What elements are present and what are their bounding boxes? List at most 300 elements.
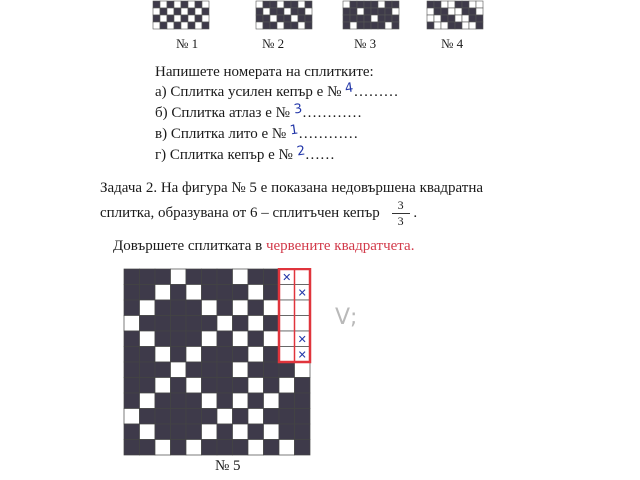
- thumb-cell: [305, 8, 312, 15]
- thumb-cell: [160, 15, 167, 22]
- question-1: [155, 62, 398, 166]
- item-b-dots: …………: [301, 105, 362, 121]
- thumb-cell: [378, 15, 385, 22]
- grid-cell: [140, 316, 156, 332]
- thumb-cell: [263, 15, 270, 22]
- grid-cell: [248, 300, 264, 316]
- grid-cell: [155, 331, 171, 347]
- thumb-cell: [364, 22, 371, 29]
- thumbnail-3: [342, 0, 400, 30]
- thumb-cell: [174, 15, 181, 22]
- thumb-cell: [277, 8, 284, 15]
- complete-instruction-prefix: Довършете сплитката в: [113, 238, 263, 254]
- thumb-cell: [434, 22, 441, 29]
- thumb-cell: [427, 22, 434, 29]
- thumb-cell: [305, 22, 312, 29]
- fraction-denominator: 3: [392, 213, 410, 228]
- thumb-cell: [270, 8, 277, 15]
- thumb-cell: [455, 22, 462, 29]
- item-b-answer: 3: [292, 101, 303, 118]
- grid-cell: [171, 440, 187, 456]
- grid-cell: [233, 378, 249, 394]
- grid-cell: [217, 409, 233, 425]
- grid-cell: [202, 285, 218, 301]
- thumb-cell: [378, 1, 385, 8]
- grid-cell: [233, 424, 249, 440]
- thumbnail-1-label: № 1: [176, 36, 199, 51]
- thumb-cell: [195, 15, 202, 22]
- grid-cell: [295, 440, 311, 456]
- thumb-cell: [385, 22, 392, 29]
- question-1-item-c: [155, 124, 398, 145]
- thumb-cell: [277, 1, 284, 8]
- grid-cell: [202, 300, 218, 316]
- grid-cell: [264, 362, 280, 378]
- grid-cell: [186, 424, 202, 440]
- grid-cell: [248, 362, 264, 378]
- thumb-cell: [305, 15, 312, 22]
- grid-cell: [295, 362, 311, 378]
- grid-cell: [140, 378, 156, 394]
- thumb-cell: [343, 15, 350, 22]
- thumb-cell: [378, 8, 385, 15]
- grid-cell: [248, 409, 264, 425]
- grid-cell: [140, 300, 156, 316]
- grid-cell: [202, 424, 218, 440]
- thumb-cell: [181, 8, 188, 15]
- grid-cell: [248, 347, 264, 363]
- thumb-cell: [469, 15, 476, 22]
- grid-cell: [279, 393, 295, 409]
- thumb-cell: [392, 8, 399, 15]
- grid-cell: [233, 269, 249, 285]
- task-2-trailing: .: [413, 204, 418, 221]
- grid-cell: [233, 316, 249, 332]
- grid-cell: [186, 269, 202, 285]
- thumb-cell: [357, 1, 364, 8]
- thumb-cell: [371, 8, 378, 15]
- task-2-line-1: Задача 2. На фигура № 5 е показана недовършена квадратна: [100, 180, 484, 196]
- grid-cell: [295, 409, 311, 425]
- thumb-cell: [469, 1, 476, 8]
- grid-cell: [264, 347, 280, 363]
- thumb-cell: [462, 8, 469, 15]
- grid-cell: [233, 409, 249, 425]
- grid-cell: [202, 440, 218, 456]
- grid-cell: [233, 362, 249, 378]
- figure-5-label: № 5: [215, 458, 241, 474]
- thumb-cell: [270, 22, 277, 29]
- grid-cell: [186, 300, 202, 316]
- grid-cell: [217, 378, 233, 394]
- thumb-cell: [371, 15, 378, 22]
- thumb-cell: [160, 22, 167, 29]
- thumb-cell: [153, 15, 160, 22]
- thumbnail-4-label: № 4: [441, 36, 464, 51]
- question-1-item-d: [155, 145, 398, 166]
- grid-cell: [124, 362, 140, 378]
- grid-cell: [140, 269, 156, 285]
- grid-cell: [295, 300, 311, 316]
- grid-cell: [140, 362, 156, 378]
- grid-cell: [264, 440, 280, 456]
- item-d-text: г) Сплитка кепър е №: [155, 147, 293, 163]
- grid-cell: [171, 362, 187, 378]
- thumb-cell: [427, 8, 434, 15]
- thumbnail-2: [255, 0, 313, 30]
- fraction-numerator: 3: [397, 198, 404, 212]
- handwritten-x-mark: ✕: [297, 333, 307, 347]
- thumb-cell: [256, 8, 263, 15]
- thumb-cell: [305, 1, 312, 8]
- grid-cell: [264, 424, 280, 440]
- item-a-dots: ………: [353, 84, 399, 100]
- grid-cell: [186, 409, 202, 425]
- grid-cell: [171, 269, 187, 285]
- thumb-cell: [291, 1, 298, 8]
- handwritten-x-mark: ✕: [297, 286, 307, 300]
- thumbnail-4: [426, 0, 484, 30]
- grid-cell: [171, 285, 187, 301]
- grid-cell: [155, 285, 171, 301]
- grid-cell: [264, 300, 280, 316]
- grid-cell: [124, 424, 140, 440]
- thumb-cell: [277, 22, 284, 29]
- grid-cell: [217, 393, 233, 409]
- thumb-cell: [434, 15, 441, 22]
- thumb-cell: [270, 15, 277, 22]
- question-1-prompt: Напишете номерата на сплитките:: [155, 64, 374, 80]
- thumb-cell: [385, 1, 392, 8]
- grid-cell: [295, 424, 311, 440]
- thumb-cell: [174, 1, 181, 8]
- thumbnail-3-label: № 3: [354, 36, 377, 51]
- thumb-cell: [343, 22, 350, 29]
- thumb-cell: [174, 8, 181, 15]
- grid-cell: [217, 440, 233, 456]
- grid-cell: [124, 378, 140, 394]
- grid-cell: [279, 424, 295, 440]
- grid-cell: [186, 393, 202, 409]
- thumb-cell: [284, 8, 291, 15]
- grid-cell: [171, 331, 187, 347]
- item-c-answer: 1: [288, 122, 300, 139]
- grid-cell: [279, 285, 295, 301]
- thumb-cell: [188, 15, 195, 22]
- grid-cell: [279, 378, 295, 394]
- thumb-cell: [448, 22, 455, 29]
- thumb-cell: [160, 1, 167, 8]
- thumb-cell: [371, 22, 378, 29]
- thumb-cell: [298, 1, 305, 8]
- grid-cell: [248, 424, 264, 440]
- thumb-cell: [263, 8, 270, 15]
- handwritten-x-mark: ✕: [297, 348, 307, 362]
- grid-cell: [233, 393, 249, 409]
- grid-cell: [186, 378, 202, 394]
- thumb-cell: [476, 15, 483, 22]
- grid-cell: [233, 331, 249, 347]
- grid-cell: [140, 285, 156, 301]
- thumb-cell: [455, 15, 462, 22]
- thumb-cell: [181, 22, 188, 29]
- grid-cell: [155, 316, 171, 332]
- thumb-cell: [153, 1, 160, 8]
- thumb-cell: [284, 1, 291, 8]
- grid-cell: [264, 285, 280, 301]
- grid-cell: [248, 440, 264, 456]
- thumb-cell: [364, 15, 371, 22]
- thumb-cell: [298, 15, 305, 22]
- grid-cell: [233, 347, 249, 363]
- thumb-cell: [202, 8, 209, 15]
- grid-cell: [140, 331, 156, 347]
- grid-cell: [217, 424, 233, 440]
- grid-cell: [155, 393, 171, 409]
- thumb-cell: [357, 22, 364, 29]
- grid-cell: [202, 347, 218, 363]
- thumb-cell: [441, 1, 448, 8]
- item-d-answer: 2: [295, 143, 306, 160]
- grid-cell: [140, 393, 156, 409]
- grid-cell: [171, 409, 187, 425]
- grid-cell: [140, 347, 156, 363]
- thumb-cell: [448, 8, 455, 15]
- grid-cell: [171, 378, 187, 394]
- thumb-cell: [291, 15, 298, 22]
- thumb-cell: [188, 22, 195, 29]
- thumb-cell: [298, 22, 305, 29]
- thumb-cell: [448, 15, 455, 22]
- thumb-cell: [277, 15, 284, 22]
- grid-cell: [124, 300, 140, 316]
- thumb-cell: [357, 8, 364, 15]
- thumb-cell: [188, 8, 195, 15]
- task-2-line-2-text: сплитка, образувана от 6 – сплитъчен кепър: [100, 204, 380, 221]
- thumb-cell: [195, 22, 202, 29]
- thumb-cell: [462, 22, 469, 29]
- thumb-cell: [195, 1, 202, 8]
- grid-cell: [171, 424, 187, 440]
- thumb-cell: [181, 15, 188, 22]
- grid-cell: [155, 409, 171, 425]
- grid-cell: [264, 378, 280, 394]
- thumb-cell: [181, 1, 188, 8]
- thumb-cell: [202, 22, 209, 29]
- thumb-cell: [392, 1, 399, 8]
- thumb-cell: [270, 1, 277, 8]
- grid-cell: [279, 362, 295, 378]
- thumb-cell: [174, 22, 181, 29]
- grid-cell: [217, 269, 233, 285]
- grid-cell: [279, 316, 295, 332]
- grid-cell: [248, 285, 264, 301]
- grid-cell: [233, 300, 249, 316]
- complete-instruction-suffix: .: [410, 238, 415, 254]
- grid-cell: [155, 378, 171, 394]
- thumb-cell: [357, 15, 364, 22]
- thumb-cell: [476, 1, 483, 8]
- question-1-item-b: [155, 103, 398, 124]
- thumb-cell: [256, 1, 263, 8]
- thumb-cell: [350, 1, 357, 8]
- grid-cell: [202, 362, 218, 378]
- thumb-cell: [462, 1, 469, 8]
- grid-cell: [264, 331, 280, 347]
- thumb-cell: [378, 22, 385, 29]
- grid-cell: [248, 331, 264, 347]
- grid-cell: [202, 409, 218, 425]
- thumb-cell: [476, 22, 483, 29]
- grid-cell: [155, 347, 171, 363]
- grid-cell: [171, 347, 187, 363]
- thumb-cell: [364, 8, 371, 15]
- thumb-cell: [167, 22, 174, 29]
- handwritten-x-mark: ✕: [282, 271, 292, 285]
- item-b-text: б) Сплитка атлаз е №: [155, 105, 290, 121]
- thumb-cell: [441, 22, 448, 29]
- grid-cell: [248, 316, 264, 332]
- grid-cell: [264, 269, 280, 285]
- item-a-answer: 4: [344, 80, 355, 97]
- thumb-cell: [188, 1, 195, 8]
- grid-cell: [171, 300, 187, 316]
- grid-cell: [217, 362, 233, 378]
- thumb-cell: [392, 22, 399, 29]
- thumb-cell: [350, 22, 357, 29]
- thumb-cell: [195, 8, 202, 15]
- grid-cell: [233, 285, 249, 301]
- grid-cell: [217, 331, 233, 347]
- thumb-cell: [263, 1, 270, 8]
- grid-cell: [295, 316, 311, 332]
- grid-cell: [295, 269, 311, 285]
- thumb-cell: [343, 1, 350, 8]
- thumb-cell: [343, 8, 350, 15]
- grid-cell: [124, 409, 140, 425]
- grid-cell: [295, 378, 311, 394]
- thumb-cell: [476, 8, 483, 15]
- twill-fraction: [392, 199, 410, 228]
- thumb-cell: [455, 8, 462, 15]
- task-2-line-2: [100, 199, 483, 228]
- thumb-cell: [385, 15, 392, 22]
- grid-cell: [279, 440, 295, 456]
- grid-cell: [295, 393, 311, 409]
- thumb-cell: [364, 1, 371, 8]
- grid-cell: [217, 285, 233, 301]
- grid-cell: [279, 409, 295, 425]
- thumb-cell: [462, 15, 469, 22]
- thumb-cell: [441, 8, 448, 15]
- grid-cell: [124, 269, 140, 285]
- thumb-cell: [427, 15, 434, 22]
- thumb-cell: [350, 8, 357, 15]
- grid-cell: [140, 424, 156, 440]
- grid-cell: [264, 316, 280, 332]
- thumb-cell: [469, 8, 476, 15]
- grid-cell: [186, 331, 202, 347]
- question-1-item-a: [155, 82, 398, 103]
- complete-instruction: [113, 238, 414, 255]
- thumb-cell: [167, 15, 174, 22]
- grid-cell: [279, 347, 295, 363]
- thumb-cell: [441, 15, 448, 22]
- grid-cell: [155, 300, 171, 316]
- item-a-text: а) Сплитка усилен кепър е №: [155, 84, 342, 100]
- weave-grid-figure-5: [123, 268, 323, 465]
- thumb-cell: [434, 1, 441, 8]
- grid-cell: [140, 440, 156, 456]
- grid-cell: [217, 300, 233, 316]
- grid-cell: [186, 440, 202, 456]
- thumb-cell: [448, 1, 455, 8]
- thumb-cell: [291, 22, 298, 29]
- thumb-cell: [371, 1, 378, 8]
- thumb-cell: [153, 22, 160, 29]
- thumbnail-2-label: № 2: [262, 36, 285, 51]
- grid-cell: [264, 409, 280, 425]
- thumb-cell: [284, 22, 291, 29]
- thumbnail-1: [152, 0, 210, 30]
- item-c-dots: …………: [298, 126, 359, 142]
- thumb-cell: [256, 15, 263, 22]
- grid-cell: [186, 362, 202, 378]
- thumb-cell: [392, 15, 399, 22]
- grid-cell: [155, 362, 171, 378]
- grid-cell: [186, 285, 202, 301]
- grid-cell: [124, 393, 140, 409]
- grid-cell: [233, 440, 249, 456]
- grid-cell: [124, 440, 140, 456]
- grid-cell: [279, 331, 295, 347]
- grid-cell: [217, 347, 233, 363]
- grid-cell: [155, 424, 171, 440]
- grid-cell: [171, 316, 187, 332]
- grid-cell: [202, 393, 218, 409]
- grid-cell: [155, 440, 171, 456]
- thumb-cell: [167, 8, 174, 15]
- grid-cell: [202, 378, 218, 394]
- grid-cell: [279, 300, 295, 316]
- thumb-cell: [263, 22, 270, 29]
- grid-cell: [248, 269, 264, 285]
- complete-instruction-highlight: червените квадратчета: [265, 238, 411, 254]
- grid-cell: [217, 316, 233, 332]
- grid-cell: [171, 393, 187, 409]
- item-d-dots: ……: [304, 147, 335, 163]
- thumb-cell: [291, 8, 298, 15]
- grid-cell: [155, 269, 171, 285]
- grid-cell: [140, 409, 156, 425]
- thumb-cell: [350, 15, 357, 22]
- grid-cell: [124, 285, 140, 301]
- thumb-cell: [202, 1, 209, 8]
- thumb-cell: [167, 1, 174, 8]
- grid-cell: [264, 393, 280, 409]
- grid-cell: [248, 378, 264, 394]
- thumb-cell: [160, 8, 167, 15]
- thumb-cell: [469, 22, 476, 29]
- thumb-cell: [455, 1, 462, 8]
- grid-cell: [186, 316, 202, 332]
- item-c-text: в) Сплитка лито е №: [155, 126, 287, 142]
- task-2: [100, 178, 483, 228]
- thumb-cell: [434, 8, 441, 15]
- thumb-cell: [153, 8, 160, 15]
- thumb-cell: [202, 15, 209, 22]
- grid-cell: [186, 347, 202, 363]
